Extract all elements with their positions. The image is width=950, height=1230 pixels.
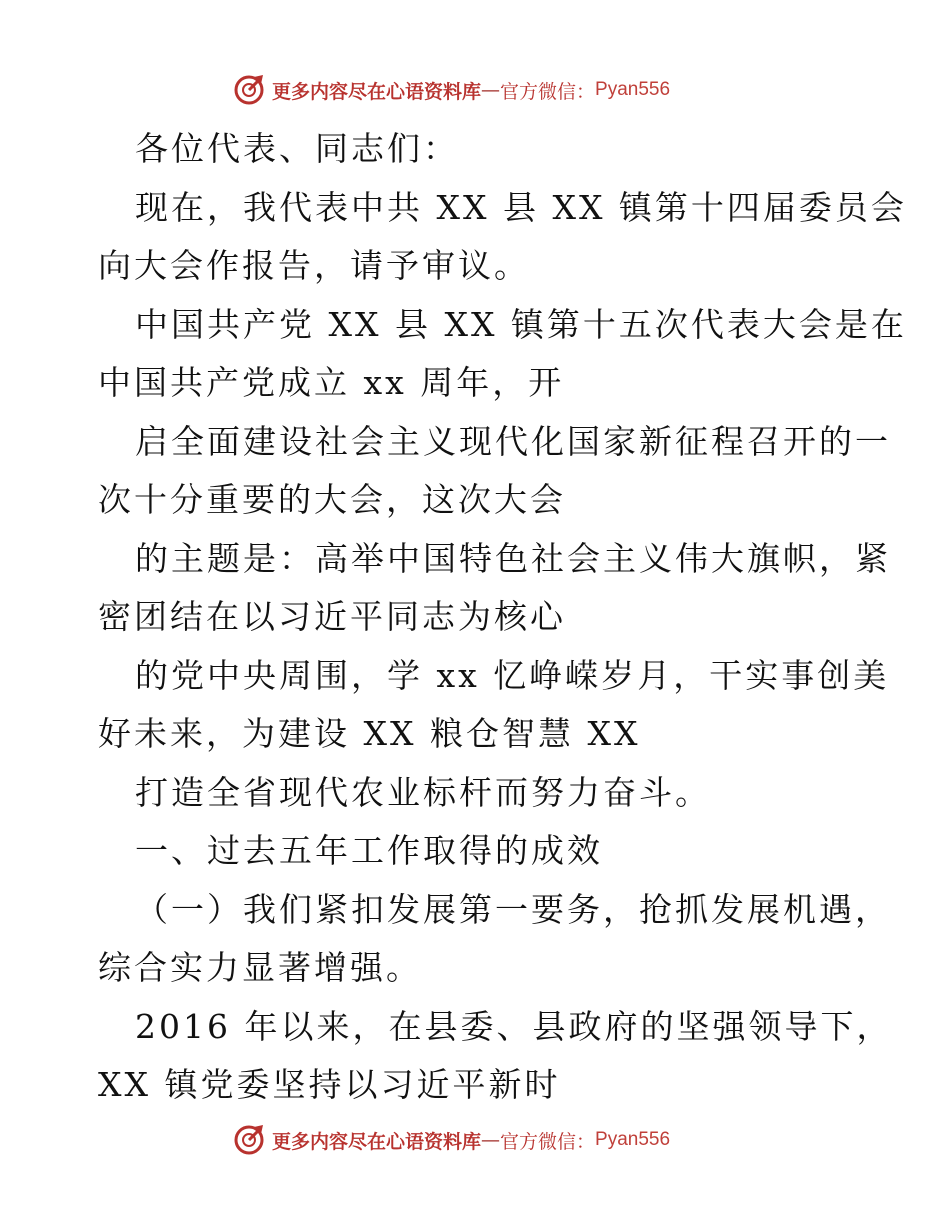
- text-line: 打造全省现代农业标杆而努力奋斗。: [135, 772, 711, 812]
- text-line: （一）我们紧扣发展第一要务，抢抓发展机遇，: [135, 889, 891, 929]
- pen-logo-icon: [232, 73, 266, 107]
- text-line: 的党中央周围，学 xx 忆峥嵘岁月，干实事创美: [135, 655, 890, 695]
- banner-dash: —: [481, 79, 501, 101]
- footer-banner: [232, 1120, 670, 1160]
- header-banner: [232, 70, 670, 110]
- banner-main-text: 更多内容尽在心语资料库: [272, 1130, 482, 1153]
- banner-wechat-label: 官方微信：: [500, 80, 596, 103]
- banner-wechat-label: 官方微信：: [500, 1130, 596, 1153]
- pen-logo-icon: [232, 1123, 266, 1157]
- text-line: 各位代表、同志们：: [135, 129, 459, 168]
- banner-main-text: 更多内容尽在心语资料库: [272, 80, 482, 103]
- text-line: 现在，我代表中共 XX 县 XX 镇第十四届委员会: [135, 187, 907, 227]
- text-line: 次十分重要的大会，这次大会: [98, 480, 566, 519]
- text-line: XX 镇党委坚持以习近平新时: [98, 1065, 561, 1104]
- document-body: [98, 120, 907, 1115]
- banner-dash: —: [481, 1129, 501, 1151]
- text-line: 好未来，为建设 XX 粮仓智慧 XX: [98, 714, 641, 753]
- text-line: 2016 年以来，在县委、县政府的坚强领导下，: [135, 1006, 893, 1046]
- banner-wechat-id: Pyan556: [595, 1129, 671, 1150]
- text-line: 综合实力显著增强。: [98, 948, 422, 987]
- text-line: 向大会作报告，请予审议。: [98, 246, 530, 285]
- text-line: 中国共产党 XX 县 XX 镇第十五次代表大会是在: [135, 304, 907, 344]
- text-line: 密团结在以习近平同志为核心: [98, 597, 566, 636]
- banner-wechat-id: Pyan556: [595, 79, 671, 100]
- text-line: 的主题是：高举中国特色社会主义伟大旗帜，紧: [135, 538, 891, 578]
- text-line: 中国共产党成立 xx 周年，开: [98, 363, 565, 402]
- text-line: 启全面建设社会主义现代化国家新征程召开的一: [135, 421, 891, 461]
- text-line: 一、过去五年工作取得的成效: [135, 831, 603, 870]
